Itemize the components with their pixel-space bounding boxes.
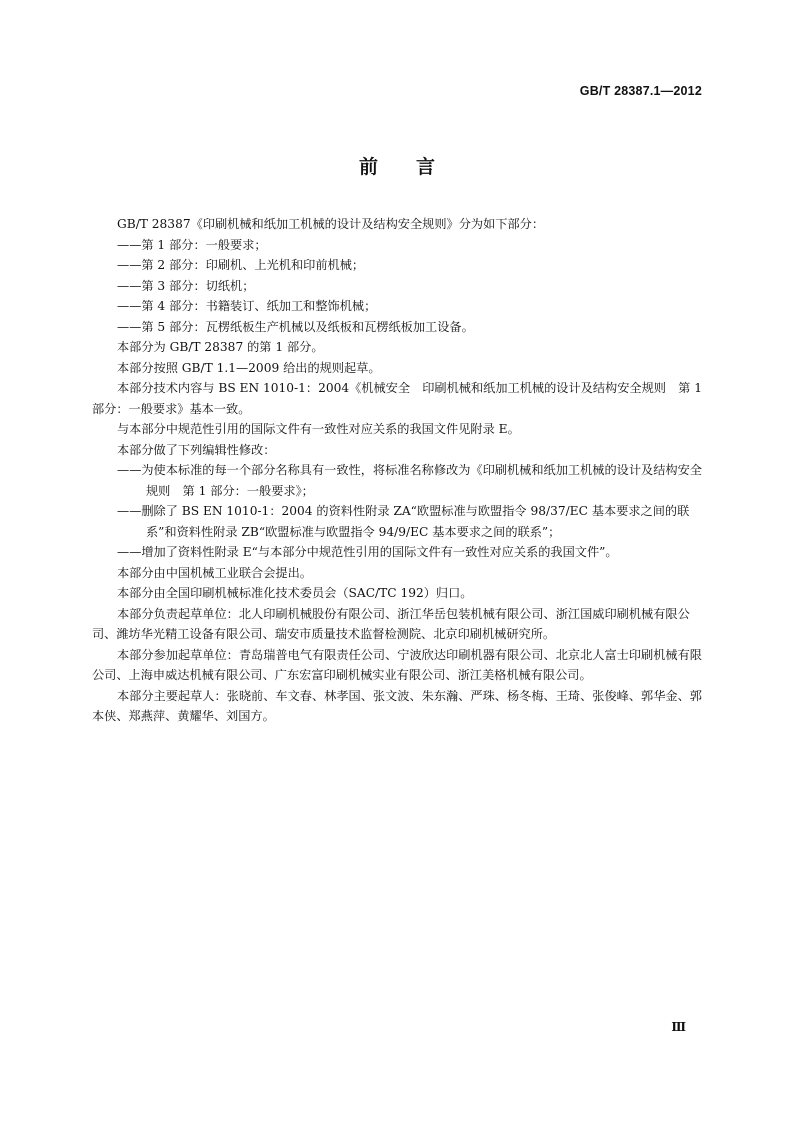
paragraph-editorial-changes: 本部分做了下列编辑性修改： <box>117 442 276 457</box>
list-item-change-1: ——为使本标准的每一个部分名称具有一致性，将标准名称修改为《印刷机械和纸加工机械的设计及结构安全规则 第 1 部分：一般要求》； <box>117 463 702 498</box>
paragraph-annex-e-reference: 与本部分中规范性引用的国际文件有一致性对应关系的我国文件见附录 E。 <box>117 422 520 436</box>
list-item-part-4: ——第 4 部分：书籍装订、纸加工和整饰机械； <box>117 299 377 313</box>
paragraph-drafters: 本部分主要起草人：张晓前、车文春、林孝国、张文波、朱东瀚、严珠、杨冬梅、王琦、张俊峰、郭华金、郭本侠、郑燕萍、黄耀华、刘国方。 <box>92 688 702 723</box>
page-title: 前 言 <box>358 156 435 178</box>
page-number: Ⅲ <box>671 1020 686 1034</box>
paragraph-technical-equivalence: 本部分技术内容与 BS EN 1010-1：2004《机械安全 印刷机械和纸加工机械的设计及结构安全规则 第 1 部分：一般要求》基本一致。 <box>92 381 702 416</box>
list-item-part-1: ——第 1 部分：一般要求； <box>117 237 267 252</box>
standard-number: GB/T 28387.1—2012 <box>579 84 702 98</box>
paragraph-drafting-rules: 本部分按照 GB/T 1.1—2009 给出的规则起草。 <box>117 360 381 375</box>
list-item-change-3: ——增加了资料性附录 E“与本部分中规范性引用的国际文件有一致性对应关系的我国文件”。 <box>117 545 618 559</box>
paragraph-this-part: 本部分为 GB/T 28387 的第 1 部分。 <box>117 340 324 354</box>
list-item-change-2: ——删除了 BS EN 1010-1：2004 的资料性附录 ZA“欧盟标准与欧盟指令 98/37/EC 基本要求之间的联系”和资料性附录 ZB“欧盟标准与欧盟指令 94/9/EC 基本要求之间的联系”； <box>117 504 690 539</box>
paragraph-committee: 本部分由全国印刷机械标准化技术委员会（SAC/TC 192）归口。 <box>117 586 473 600</box>
paragraph-parts-intro: GB/T 28387《印刷机械和纸加工机械的设计及结构安全规则》分为如下部分： <box>117 217 545 231</box>
paragraph-proposer: 本部分由中国机械工业联合会提出。 <box>117 565 312 580</box>
paragraph-responsible-units: 本部分负责起草单位：北人印刷机械股份有限公司、浙江华岳包装机械有限公司、浙江国威印刷机械有限公司、潍坊华光精工设备有限公司、瑞安市质量技术监督检测院、北京印刷机械研究所。 <box>92 606 690 641</box>
list-item-part-5: ——第 5 部分：瓦楞纸板生产机械以及纸板和瓦楞纸板加工设备。 <box>117 319 474 334</box>
list-item-part-3: ——第 3 部分：切纸机； <box>117 278 255 293</box>
list-item-part-2: ——第 2 部分：印刷机、上光机和印前机械； <box>117 258 365 272</box>
foreword-body <box>92 214 708 727</box>
paragraph-participating-units: 本部分参加起草单位：青岛瑞普电气有限责任公司、宁波欣达印刷机器有限公司、北京北人富士印刷机械有限公司、上海申威达机械有限公司、广东宏富印刷机械实业有限公司、浙江美格机械有限公司。 <box>92 647 702 682</box>
